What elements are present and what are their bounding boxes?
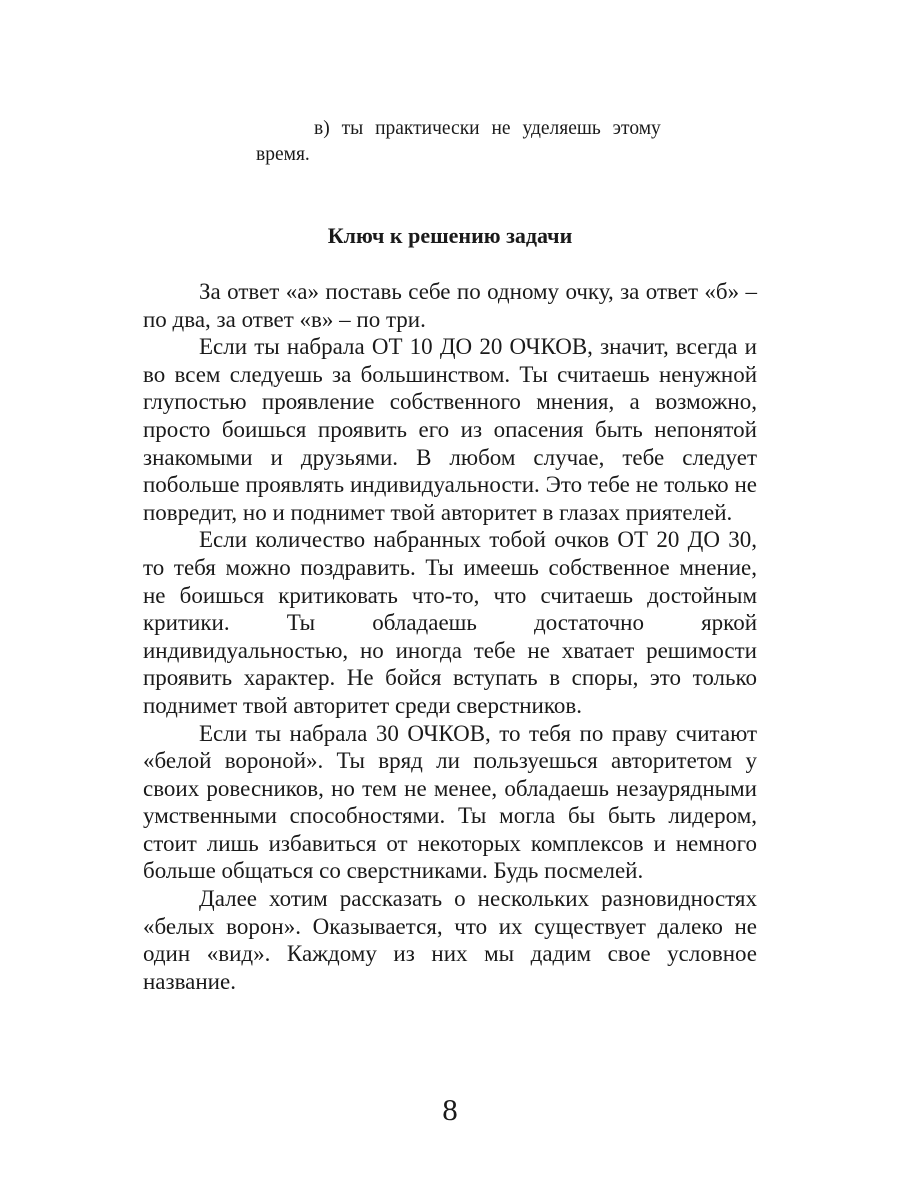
answer-option-line-1: в) ты практически не уделяешь этому (314, 118, 661, 139)
body-text (143, 278, 757, 995)
paragraph-white-crows: Далее хотим рассказать о нескольких разновидностях «белых ворон». Оказывается, что их существует далеко не один «вид». Каждому из них мы дадим свое условное название. (143, 886, 757, 994)
paragraph-30-points: Если ты набрала 30 ОЧКОВ, то тебя по праву считают «белой вороной». Ты вряд ли пользуешься авторитетом у своих ровесников, но тем не менее, обладаешь незаурядными умственными способностями. Ты могла бы быть лидером, стоит лишь избавиться от некоторых комплексов и немного больше общаться со сверстниками. Будь посмелей. (143, 720, 757, 884)
answer-option-v (256, 116, 698, 168)
answer-option-line-2: время. (256, 144, 310, 165)
paragraph-10-20-points: Если ты набрала ОТ 10 ДО 20 ОЧКОВ, значит, всегда и во всем следуешь за большинством. Ты считаешь ненужной глупостью проявление собственного мнения, а возможно, просто боишься проявить его из опасения быть непонятой знакомыми и друзьями. В любом случае, тебе следует побольше проявлять индивидуальности. Это тебе не только не повредит, но и поднимет твой авторитет в глазах приятелей. (143, 334, 757, 525)
page-number: 8 (442, 1092, 458, 1127)
paragraph-20-30-points: Если количество набранных тобой очков ОТ 20 ДО 30, то тебя можно поздравить. Ты имеешь собственное мнение, не боишься критиковать что-то, что считаешь достойным критики. Ты обладаешь достаточно яркой индивидуальностью, но иногда тебе не хватает решимости проявить характер. Не бойся вступать в споры, это только поднимет твой авторитет среди сверстников. (143, 527, 757, 718)
section-heading: Ключ к решению задачи (327, 223, 573, 248)
paragraph-scoring: За ответ «а» поставь себе по одному очку, за ответ «б» – по два, за ответ «в» – по три. (143, 279, 757, 332)
